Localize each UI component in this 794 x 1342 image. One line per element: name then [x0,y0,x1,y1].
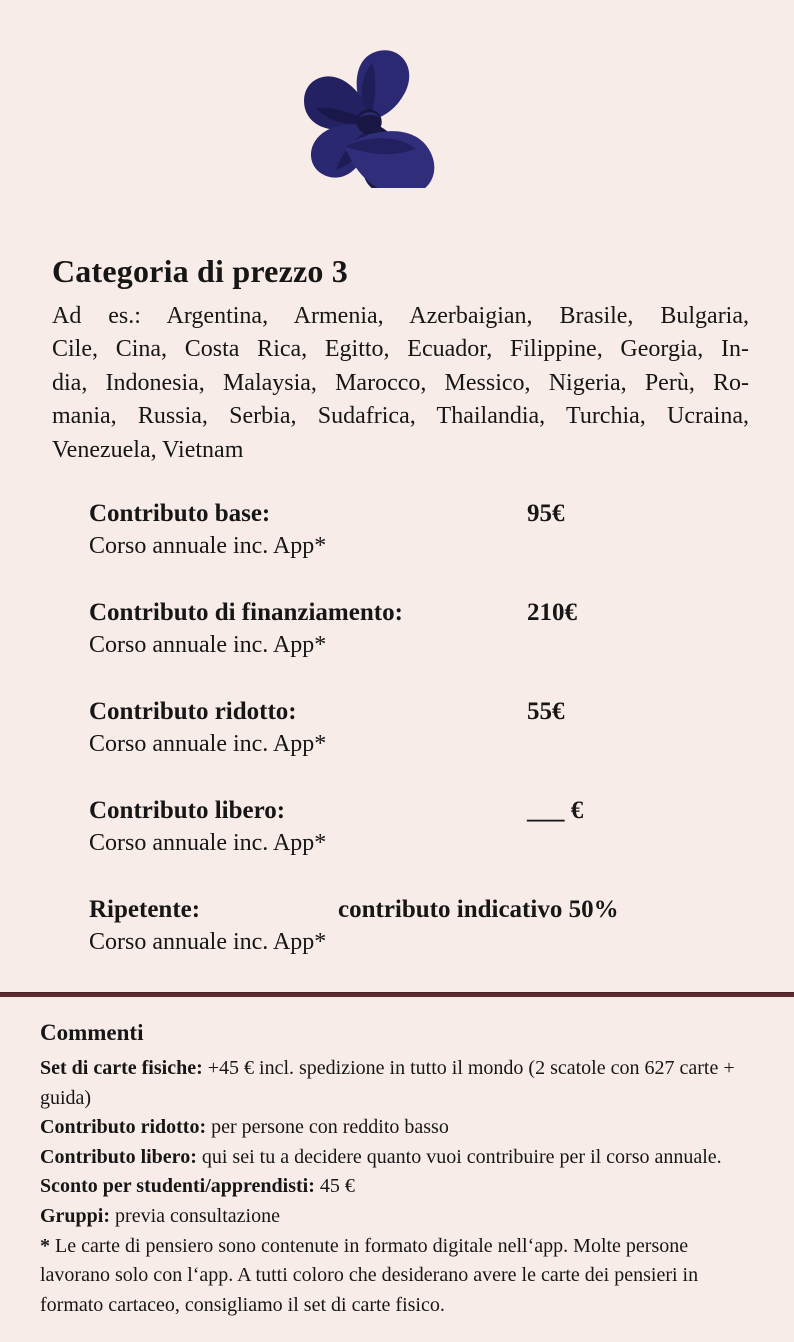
comment-label: * [40,1234,50,1257]
country-list-line: mania, Russia, Serbia, Sudafrica, Thailandia, Turchia, Ucraina, [52,403,749,430]
price-item-contributo-libero [89,794,794,860]
price-label: Contributo ridotto: [89,698,297,726]
comments-section [40,1019,762,1320]
price-label: Contributo libero: [89,797,286,825]
price-label: Contributo base: [89,500,271,528]
comment-label: Set di carte fisiche: [40,1057,203,1080]
comment-label: Contributo ridotto: [40,1116,207,1139]
price-item-contributo-finanziamento [89,596,794,662]
price-item-contributo-base [89,497,794,563]
comment-label: Gruppi: [40,1205,111,1227]
price-value-blank: ___ € [527,797,584,825]
price-label: Contributo di finanziamento: [89,599,403,627]
price-subtitle: Corso annuale inc. App* [89,632,327,659]
country-list-line: Cile, Cina, Costa Rica, Egitto, Ecuador, Filippine, Georgia, In- [52,336,749,363]
comment-text: previa consultazione [110,1205,280,1227]
comment-text: +45 € incl. spedizione in tutto il mondo (2 scatole con 627 carte + guida) [40,1057,735,1109]
comment-contributo-ridotto [40,1113,762,1143]
page-title: Categoria di prezzo 3 [52,253,348,289]
logo-container [0,0,794,193]
comment-gruppi [40,1202,762,1232]
comment-text: Le carte di pensiero sono contenute in formato digitale nell‘app. Molte persone lavorano solo con l‘app. A tutti coloro che desiderano avere le carte dei pensieri in formato cartaceo, consigliamo il set di carte fisico. [40,1234,699,1316]
comment-sconto-studenti [40,1172,762,1202]
country-list-line: Venezuela, Vietnam [52,436,244,463]
price-item-ripetente [89,893,794,959]
price-value: 55€ [527,698,565,726]
price-value: contributo indicativo 50% [338,896,619,924]
price-subtitle: Corso annuale inc. App* [89,731,327,758]
price-subtitle: Corso annuale inc. App* [89,533,327,560]
comment-text: qui sei tu a decidere quanto vuoi contribuire per il corso annuale. [196,1145,722,1168]
country-list-line: dia, Indonesia, Malaysia, Marocco, Messico, Nigeria, Perù, Ro- [52,369,749,396]
price-subtitle: Corso annuale inc. App* [89,830,327,857]
comment-footnote-app [40,1232,762,1321]
price-value: 210€ [527,599,577,627]
comments-heading: Commenti [40,1020,144,1046]
comment-label: Sconto per studenti/apprendisti: [40,1175,315,1198]
country-list-line: Ad es.: Argentina, Armenia, Azerbaigian, Brasile, Bulgaria, [52,303,749,329]
price-value: 95€ [527,500,565,528]
price-item-contributo-ridotto [89,695,794,761]
comment-text: 45 € [314,1175,355,1198]
comment-text: per persone con reddito basso [206,1116,449,1139]
price-subtitle: Corso annuale inc. App* [89,929,327,956]
country-list-paragraph [52,300,749,467]
price-label: Ripetente: [89,896,201,924]
section-divider [0,992,794,997]
comment-contributo-libero [40,1143,762,1173]
pricing-list [89,497,794,959]
blue-flower-logo-icon [299,42,495,193]
comment-set-carte-fisiche [40,1054,762,1113]
comment-label: Contributo libero: [40,1145,197,1168]
